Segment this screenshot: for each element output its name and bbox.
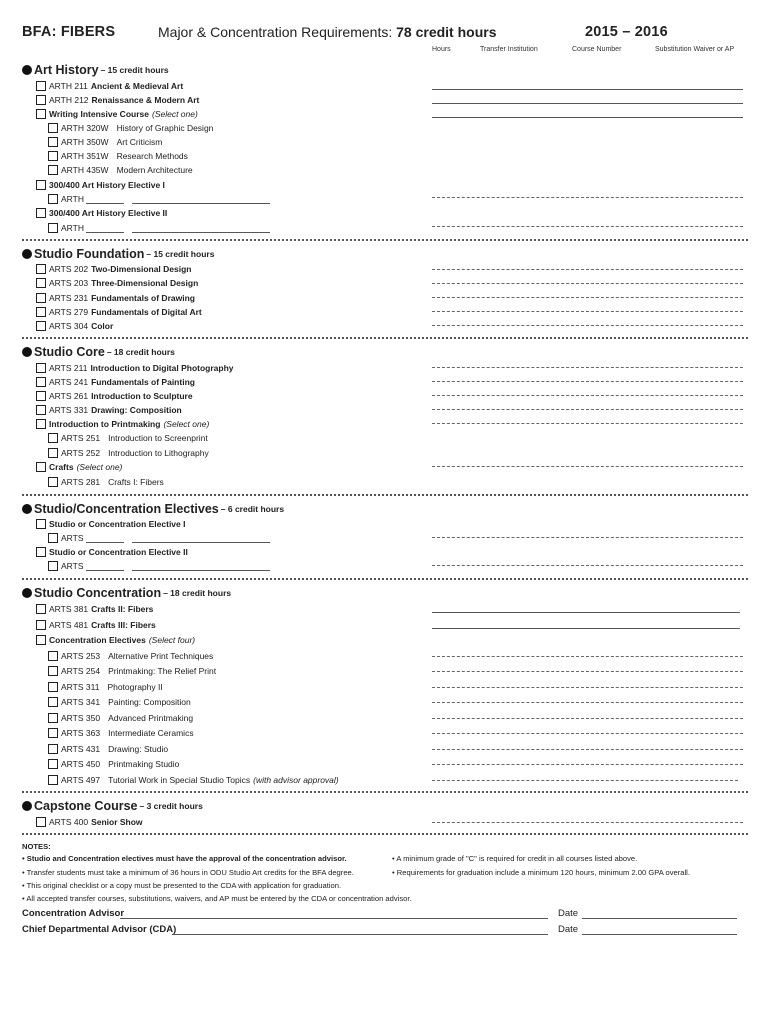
- checkbox[interactable]: [48, 697, 58, 707]
- course-row: ARTS 241 Fundamentals of Painting: [36, 376, 195, 388]
- course-group-row: Writing Intensive Course (Select one): [36, 108, 198, 120]
- checkbox[interactable]: [36, 547, 46, 557]
- checkbox[interactable]: [36, 363, 46, 373]
- course-group-row: Concentration Electives (Select four): [36, 634, 195, 646]
- record-line[interactable]: [432, 197, 743, 198]
- record-line[interactable]: [432, 733, 743, 734]
- bullet-icon: [22, 801, 32, 811]
- record-line[interactable]: [432, 409, 743, 410]
- section-divider: [22, 791, 748, 793]
- record-line[interactable]: [432, 325, 743, 326]
- record-line[interactable]: [432, 103, 743, 104]
- course-row: ARTS 400 Senior Show: [36, 816, 143, 828]
- course-title-field[interactable]: [132, 542, 270, 543]
- record-line[interactable]: [432, 423, 743, 424]
- checkbox[interactable]: [36, 307, 46, 317]
- record-line[interactable]: [432, 749, 743, 750]
- notes-heading: NOTES:: [22, 842, 51, 851]
- section-hours: – 3 credit hours: [139, 801, 203, 811]
- bullet-icon: [22, 65, 32, 75]
- course-row: ARTS 304 Color: [36, 320, 113, 332]
- record-line[interactable]: [432, 702, 743, 703]
- record-line[interactable]: [432, 367, 743, 368]
- record-line[interactable]: [432, 283, 743, 284]
- elective-entry-row: ARTH: [48, 222, 92, 234]
- checkbox[interactable]: [48, 448, 58, 458]
- record-line[interactable]: [432, 780, 738, 781]
- academic-year: 2015 – 2016: [585, 24, 668, 40]
- checkbox[interactable]: [48, 123, 58, 133]
- checkbox[interactable]: [48, 137, 58, 147]
- checkbox[interactable]: [48, 194, 58, 204]
- section-hours: – 18 credit hours: [163, 588, 232, 598]
- section-studio-foundation: [22, 247, 214, 261]
- course-number-field[interactable]: [86, 570, 124, 571]
- record-line[interactable]: [432, 117, 743, 118]
- record-line[interactable]: [432, 89, 743, 90]
- record-line[interactable]: [432, 612, 740, 613]
- course-row: ARTS 203 Three-Dimensional Design: [36, 277, 198, 289]
- course-option-row: ARTS 363 Intermediate Ceramics: [48, 727, 194, 739]
- elective-entry-row: ARTS: [48, 532, 92, 544]
- checkbox[interactable]: [36, 817, 46, 827]
- record-line[interactable]: [432, 565, 743, 566]
- record-line[interactable]: [432, 226, 743, 227]
- checkbox[interactable]: [48, 744, 58, 754]
- elective-entry-row: ARTH: [48, 193, 92, 205]
- section-hours: – 15 credit hours: [146, 249, 215, 259]
- section-divider: [22, 239, 748, 241]
- record-line[interactable]: [432, 656, 743, 657]
- checkbox[interactable]: [36, 278, 46, 288]
- section-hours: – 15 credit hours: [100, 65, 169, 75]
- record-line[interactable]: [432, 628, 740, 629]
- course-number-field[interactable]: [86, 542, 124, 543]
- course-option-row: ARTH 350W Art Criticism: [48, 136, 162, 148]
- course-title-field[interactable]: [132, 570, 270, 571]
- checkbox[interactable]: [36, 462, 46, 472]
- record-line[interactable]: [432, 466, 743, 467]
- section-studio-core: [22, 345, 175, 359]
- checkbox[interactable]: [48, 713, 58, 723]
- requirements-label: Major & Concentration Requirements:: [158, 24, 393, 40]
- section-studio-electives: [22, 502, 284, 516]
- course-option-row: ARTS 497 Tutorial Work in Special Studio Topics (with advisor approval): [48, 774, 339, 786]
- checkbox[interactable]: [48, 533, 58, 543]
- course-option-row: ARTS 350 Advanced Printmaking: [48, 712, 193, 724]
- course-row: ARTS 202 Two-Dimensional Design: [36, 263, 192, 275]
- section-divider: [22, 494, 748, 496]
- bullet-icon: [22, 504, 32, 514]
- bullet-icon: [22, 249, 32, 259]
- course-row: ARTH 212 Renaissance & Modern Art: [36, 94, 199, 106]
- course-option-row: ARTH 435W Modern Architecture: [48, 164, 193, 176]
- note-item: • Requirements for graduation include a minimum 120 hours, minimum 2.00 GPA overall.: [392, 868, 690, 877]
- record-line[interactable]: [432, 537, 743, 538]
- checkbox[interactable]: [36, 391, 46, 401]
- section-hours: – 18 credit hours: [106, 347, 175, 357]
- checkbox[interactable]: [36, 321, 46, 331]
- checkbox[interactable]: [36, 620, 46, 630]
- section-divider: [22, 833, 748, 835]
- course-row: ARTS 279 Fundamentals of Digital Art: [36, 306, 202, 318]
- course-row: ARTH 211 Ancient & Medieval Art: [36, 80, 183, 92]
- column-header-hours: Hours: [432, 46, 451, 53]
- section-studio-concentration: [22, 586, 231, 600]
- record-line[interactable]: [432, 822, 743, 823]
- course-row: ARTS 381 Crafts II: Fibers: [36, 603, 153, 615]
- course-group-row: Studio or Concentration Elective II: [36, 546, 188, 558]
- section-title: Studio Foundation: [34, 247, 145, 261]
- checkbox[interactable]: [36, 635, 46, 645]
- checkbox[interactable]: [36, 293, 46, 303]
- checkbox[interactable]: [36, 95, 46, 105]
- course-option-row: ARTS 252 Introduction to Lithography: [48, 447, 209, 459]
- course-title-field[interactable]: [132, 203, 270, 204]
- course-option-row: ARTS 251 Introduction to Screenprint: [48, 432, 208, 444]
- chief-advisor-label: Chief Departmental Advisor (CDA): [22, 924, 177, 935]
- section-title: Studio Concentration: [34, 586, 162, 600]
- course-row: ARTS 231 Fundamentals of Drawing: [36, 292, 195, 304]
- checkbox[interactable]: [48, 433, 58, 443]
- checkbox[interactable]: [36, 208, 46, 218]
- course-option-row: ARTH 320W History of Graphic Design: [48, 122, 213, 134]
- course-title-field[interactable]: [132, 232, 270, 233]
- record-line[interactable]: [432, 395, 743, 396]
- record-line[interactable]: [432, 764, 743, 765]
- course-row: ARTS 481 Crafts III: Fibers: [36, 619, 156, 631]
- checkbox[interactable]: [48, 165, 58, 175]
- checkbox[interactable]: [36, 604, 46, 614]
- record-line[interactable]: [432, 718, 743, 719]
- course-row: ARTS 331 Drawing: Composition: [36, 404, 182, 416]
- course-group-row: Introduction to Printmaking (Select one): [36, 418, 209, 430]
- section-title: Capstone Course: [34, 799, 138, 813]
- checkbox[interactable]: [48, 151, 58, 161]
- note-item: • Transfer students must take a minimum of 36 hours in ODU Studio Art credits for the BFA degree.: [22, 868, 354, 877]
- checkbox[interactable]: [36, 377, 46, 387]
- record-line[interactable]: [432, 297, 743, 298]
- section-art-history: [22, 63, 169, 77]
- section-title: Studio Core: [34, 345, 105, 359]
- concentration-advisor-label: Concentration Advisor: [22, 908, 125, 919]
- course-number-field[interactable]: [86, 232, 124, 233]
- date-label: Date: [558, 908, 579, 919]
- course-option-row: ARTS 431 Drawing: Studio: [48, 743, 168, 755]
- course-option-row: ARTS 281 Crafts I: Fibers: [48, 476, 164, 488]
- section-title: Studio/Concentration Electives: [34, 502, 219, 516]
- checkbox[interactable]: [48, 682, 58, 692]
- checkbox[interactable]: [48, 477, 58, 487]
- credit-total: 78 credit hours: [396, 24, 497, 40]
- course-group-row: Crafts (Select one): [36, 461, 122, 473]
- course-group-row: Studio or Concentration Elective I: [36, 518, 186, 530]
- course-group-row: 300/400 Art History Elective I: [36, 179, 165, 191]
- note-item: • This original checklist or a copy must be presented to the CDA with application for graduation.: [22, 881, 342, 890]
- checkbox[interactable]: [48, 223, 58, 233]
- bullet-icon: [22, 347, 32, 357]
- checkbox[interactable]: [36, 519, 46, 529]
- course-option-row: ARTS 311 Photography II: [48, 681, 163, 693]
- checkbox[interactable]: [48, 651, 58, 661]
- checkbox[interactable]: [36, 180, 46, 190]
- bullet-icon: [22, 588, 32, 598]
- section-hours: – 6 credit hours: [220, 504, 285, 514]
- checkbox[interactable]: [48, 666, 58, 676]
- requirements-heading: [158, 24, 497, 40]
- section-divider: [22, 337, 748, 339]
- section-capstone: [22, 799, 203, 813]
- note-item: • Studio and Concentration electives must have the approval of the concentration advisor.: [22, 854, 347, 863]
- section-title: Art History: [34, 63, 99, 77]
- concentration-advisor-date-field[interactable]: [582, 918, 737, 919]
- course-option-row: ARTS 450 Printmaking Studio: [48, 758, 179, 770]
- checkbox[interactable]: [48, 728, 58, 738]
- course-option-row: ARTH 351W Research Methods: [48, 150, 188, 162]
- record-line[interactable]: [432, 311, 743, 312]
- concentration-advisor-signature-field[interactable]: [120, 918, 548, 919]
- column-header-transfer-institution: Transfer Institution: [480, 46, 538, 53]
- chief-advisor-signature-field[interactable]: [172, 934, 548, 935]
- program-title: BFA: FIBERS: [22, 24, 116, 40]
- course-option-row: ARTS 341 Painting: Composition: [48, 696, 191, 708]
- note-item: • All accepted transfer courses, substitutions, waivers, and AP must be entered by the CDA or concentration advisor.: [22, 894, 412, 903]
- date-label: Date: [558, 924, 579, 935]
- checkbox[interactable]: [36, 419, 46, 429]
- checkbox[interactable]: [48, 759, 58, 769]
- column-header-substitution: Substitution Waiver or AP: [655, 46, 735, 53]
- checkbox[interactable]: [48, 775, 58, 785]
- record-line[interactable]: [432, 269, 743, 270]
- note-item: • A minimum grade of "C" is required for credit in all courses listed above.: [392, 854, 638, 863]
- course-row: ARTS 211 Introduction to Digital Photography: [36, 362, 234, 374]
- elective-entry-row: ARTS: [48, 560, 92, 572]
- record-line[interactable]: [432, 381, 743, 382]
- checkbox[interactable]: [48, 561, 58, 571]
- course-option-row: ARTS 253 Alternative Print Techniques: [48, 650, 213, 662]
- column-header-course-number: Course Number: [572, 46, 622, 53]
- course-option-row: ARTS 254 Printmaking: The Relief Print: [48, 665, 216, 677]
- course-number-field[interactable]: [86, 203, 124, 204]
- record-line[interactable]: [432, 687, 743, 688]
- record-line[interactable]: [432, 671, 743, 672]
- checkbox[interactable]: [36, 81, 46, 91]
- section-divider: [22, 578, 748, 580]
- course-row: ARTS 261 Introduction to Sculpture: [36, 390, 193, 402]
- checkbox[interactable]: [36, 405, 46, 415]
- course-group-row: 300/400 Art History Elective II: [36, 207, 167, 219]
- chief-advisor-date-field[interactable]: [582, 934, 737, 935]
- checkbox[interactable]: [36, 264, 46, 274]
- checkbox[interactable]: [36, 109, 46, 119]
